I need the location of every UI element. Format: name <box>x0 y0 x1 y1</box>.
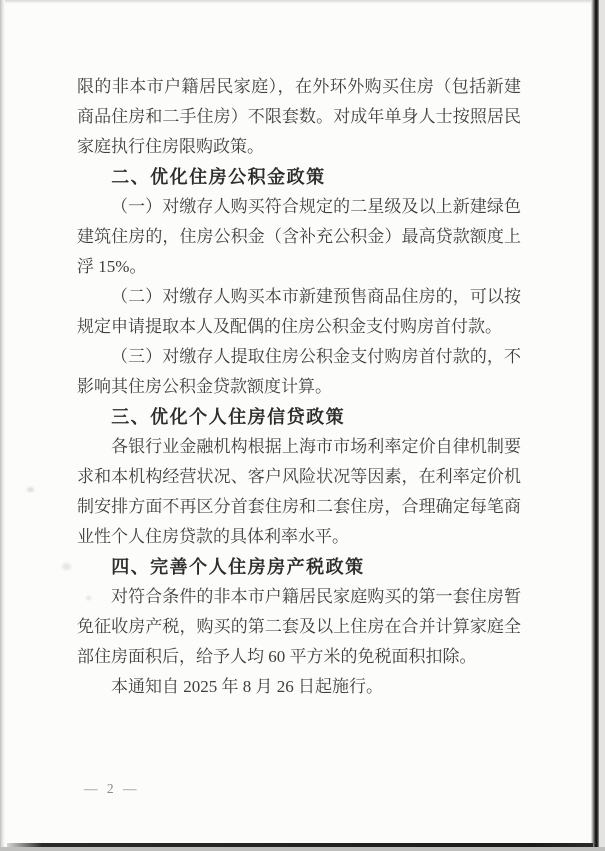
scan-edge-right-shadow <box>591 0 599 851</box>
paragraph: 各银行业金融机构根据上海市市场利率定价自律机制要求和本机构经营状况、客户风险状况等因素，在利率定价机制安排方面不再区分首套住房和二套住房，合理确定每笔商业性个人住房贷款的具体利率水平。 <box>77 437 521 546</box>
section-heading: 四、完善个人住房房产税政策 <box>111 557 365 577</box>
paragraph: 限的非本市户籍居民家庭），在外环外购买住房（包括新建商品住房和二手住房）不限套数。对成年单身人士按照居民家庭执行住房限购政策。 <box>77 77 521 156</box>
paragraph: （二）对缴存人购买本市新建预售商品住房的，可以按规定申请提取本人及配偶的住房公积金支付购房首付款。 <box>77 287 521 336</box>
scan-edge-top <box>0 0 605 4</box>
section-heading: 三、优化个人住房信贷政策 <box>111 407 346 427</box>
document-body <box>77 72 521 702</box>
paragraph: （三）对缴存人提取住房公积金支付购房首付款的，不影响其住房公积金贷款额度计算。 <box>77 347 521 396</box>
page-number: — 2 — <box>84 781 140 796</box>
scan-edge-bottom-outer <box>0 847 605 851</box>
scan-edge-left <box>0 0 5 851</box>
paragraph: （一）对缴存人购买符合规定的二星级及以上新建绿色建筑住房的，住房公积金（含补充公积金）最高贷款额度上浮 15%。 <box>77 197 521 276</box>
paragraph: 对符合条件的非本市户籍居民家庭购买的第一套住房暂免征收房产税，购买的第二套及以上住房在合并计算家庭全部住房面积后，给予人均 60 平方米的免税面积扣除。 <box>77 587 521 666</box>
scan-smudge <box>62 563 71 570</box>
scan-edge-right-outer <box>599 0 605 851</box>
scan-smudge <box>27 487 34 492</box>
section-heading: 二、优化住房公积金政策 <box>111 167 326 187</box>
paragraph: 本通知自 2025 年 8 月 26 日起施行。 <box>111 677 383 696</box>
